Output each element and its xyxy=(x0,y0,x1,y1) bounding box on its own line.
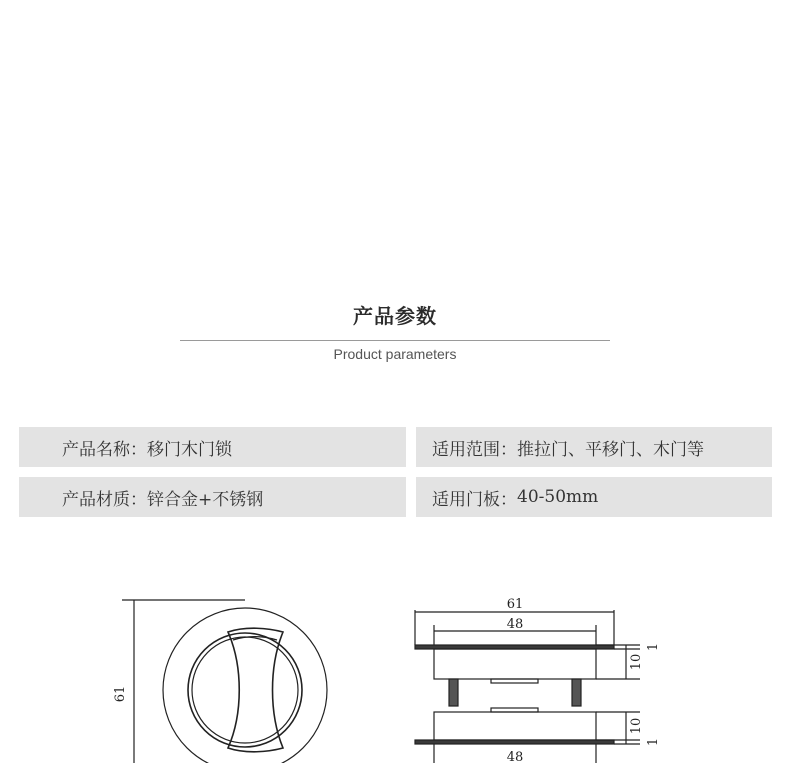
thickness-10-top-label: 10 xyxy=(629,653,644,671)
front-view xyxy=(122,600,327,763)
top-body xyxy=(434,649,596,679)
pin-right xyxy=(572,679,581,706)
thickness-10-bottom-label: 10 xyxy=(629,717,644,735)
inner-rim xyxy=(188,633,302,747)
side-view xyxy=(415,610,640,763)
front-height-label: 61 xyxy=(113,685,128,703)
pin-left xyxy=(449,679,458,706)
param-value: 40-50mm xyxy=(517,487,599,507)
bottom-flange xyxy=(415,740,614,744)
side-bottom-width-label: 48 xyxy=(506,750,524,763)
param-value: 移门木门锁 xyxy=(147,439,232,460)
section-subtitle: Product parameters xyxy=(333,346,457,362)
param-value: 锌合金+不锈钢 xyxy=(147,489,264,510)
section-title: 产品参数 xyxy=(353,304,437,328)
param-label: 产品材质： xyxy=(62,489,147,510)
param-label: 适用范围： xyxy=(432,439,517,460)
inner-rim-2 xyxy=(192,637,298,743)
thickness-1-bottom-label: 1 xyxy=(646,737,661,747)
side-width-top-label: 61 xyxy=(506,597,524,612)
bottom-body xyxy=(434,712,596,740)
param-label: 适用门板： xyxy=(432,489,517,510)
param-value: 推拉门、平移门、木门等 xyxy=(517,439,704,460)
param-label: 产品名称： xyxy=(62,439,147,460)
thickness-1-top-label: 1 xyxy=(646,642,661,652)
side-inner-width-label: 48 xyxy=(506,617,524,632)
